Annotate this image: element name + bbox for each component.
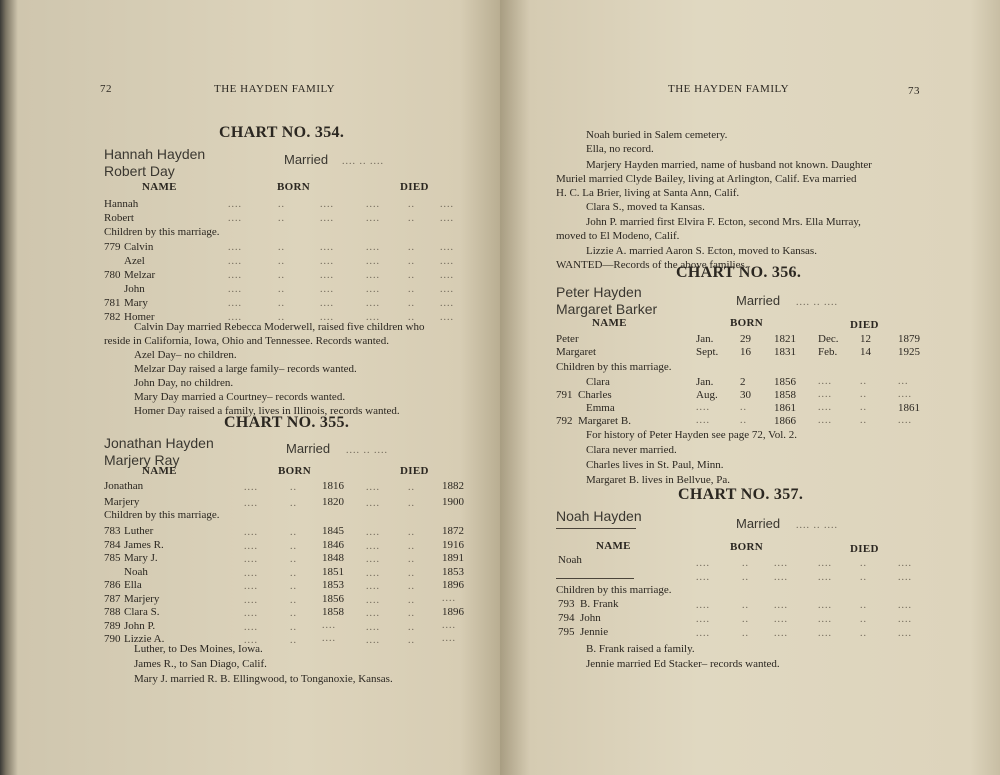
note-line: moved to El Modeno, Calif. <box>556 230 680 242</box>
date-placeholder: .... <box>366 284 380 295</box>
date-placeholder: .... <box>440 270 454 281</box>
date-placeholder: .... <box>244 554 258 565</box>
note-line: Mary J. married R. B. Ellingwood, to Tonganoxie, Kansas. <box>134 673 393 685</box>
married-date: .... .. .... <box>796 297 838 308</box>
note-line: Azel Day– no children. <box>134 349 237 361</box>
born-day: 2 <box>740 376 746 388</box>
date-placeholder: .... <box>228 298 242 309</box>
parent-name: Marjery <box>104 496 140 508</box>
married-label: Married <box>284 152 329 167</box>
date-placeholder: .. <box>408 608 415 619</box>
spouse-husband: Noah Hayden <box>556 508 642 524</box>
died-day: .. <box>860 415 867 426</box>
born-year: 1848 <box>322 552 344 564</box>
date-placeholder: .. <box>278 213 285 224</box>
married-label: Married <box>736 516 781 531</box>
date-placeholder: .... <box>244 482 258 493</box>
child-name: Jennie <box>580 626 609 638</box>
spouse-husband: Hannah Hayden <box>104 146 206 162</box>
parent-name: Peter <box>556 333 579 345</box>
spouse-wife: Robert Day <box>104 163 175 179</box>
died-year: .... <box>898 415 912 426</box>
note-line: For history of Peter Hayden see page 72, Vol. 2. <box>586 429 798 441</box>
note-line: Marjery Hayden married, name of husband not known. Daughter <box>586 159 872 171</box>
date-placeholder: .... <box>244 635 258 646</box>
date-placeholder: .... <box>320 213 334 224</box>
born-month: Jan. <box>696 333 714 345</box>
date-placeholder: .. <box>290 594 297 606</box>
date-placeholder: .. <box>742 628 749 639</box>
born-month: Jan. <box>696 376 714 388</box>
date-placeholder: .... <box>818 600 832 611</box>
date-placeholder: .. <box>408 482 415 493</box>
born-day: .. <box>740 402 747 413</box>
died-year: .... <box>898 389 912 400</box>
died-year: 1861 <box>898 402 920 414</box>
date-placeholder: .. <box>278 312 285 323</box>
died-year: 1896 <box>442 606 464 618</box>
date-placeholder: .. <box>860 558 867 569</box>
date-placeholder: .... <box>320 242 334 253</box>
child-number: 788 <box>104 606 121 618</box>
child-name: Clara <box>586 376 610 388</box>
born-day: 16 <box>740 346 751 358</box>
note-line: Luther, to Des Moines, Iowa. <box>134 643 263 655</box>
born-year: 1845 <box>322 525 344 537</box>
date-placeholder: .. <box>408 635 415 646</box>
date-placeholder: .... <box>440 242 454 253</box>
date-placeholder: .. <box>290 608 297 619</box>
running-head: THE HAYDEN FAMILY <box>668 83 790 95</box>
date-placeholder: .. <box>278 256 285 267</box>
date-placeholder: .. <box>408 581 415 592</box>
date-placeholder: .... <box>228 242 242 253</box>
married-label: Married <box>736 293 781 308</box>
date-placeholder: .... <box>366 635 380 646</box>
note-line: reside in California, Iowa, Ohio and Tennessee. Records wanted. <box>104 335 389 347</box>
child-number: 793 <box>558 598 575 610</box>
child-name: Marjery <box>124 592 160 605</box>
child-name: Clara S. <box>124 606 160 618</box>
date-placeholder: .... <box>366 527 380 538</box>
children-label: Children by this marriage. <box>104 509 220 521</box>
died-day: .. <box>860 402 867 413</box>
page-number: 72 <box>100 83 112 95</box>
child-name: John <box>580 612 601 624</box>
date-placeholder: .. <box>408 284 415 295</box>
spouse-wife: Marjery Ray <box>104 452 180 468</box>
date-placeholder: .... <box>366 270 380 281</box>
child-number: 792 <box>556 415 573 427</box>
born-year: 1816 <box>322 480 344 492</box>
date-placeholder: .... <box>774 558 788 569</box>
born-month: Sept. <box>696 346 719 358</box>
date-placeholder: .... <box>818 628 832 639</box>
child-name: Charles <box>578 389 612 401</box>
date-placeholder: .... <box>244 581 258 592</box>
note-line: Jennie married Ed Stacker– records wanted. <box>586 658 780 670</box>
date-placeholder: .. <box>742 614 749 625</box>
child-name: Mary <box>124 297 148 309</box>
child-name: Melzar <box>124 269 156 281</box>
child-number: 779 <box>104 241 121 253</box>
date-placeholder: .... <box>228 199 242 210</box>
date-placeholder: .. <box>860 614 867 625</box>
date-placeholder: .. <box>408 594 415 606</box>
died-year: .... <box>442 633 456 644</box>
child-name: Ella <box>124 579 142 591</box>
date-placeholder: .. <box>290 581 297 592</box>
born-day: 30 <box>740 389 751 401</box>
spouse-wife: Margaret Barker <box>556 301 658 317</box>
died-day: .. <box>860 376 867 387</box>
date-placeholder: .... <box>818 614 832 625</box>
born-year: .... <box>322 633 336 644</box>
child-number: 784 <box>104 538 121 551</box>
date-placeholder: .... <box>320 270 334 281</box>
child-name: Lizzie A. <box>124 633 165 645</box>
born-year: 1820 <box>322 496 344 508</box>
date-placeholder: .. <box>408 213 415 224</box>
column-header-name: NAME <box>142 181 177 193</box>
chart-title: CHART NO. 357. <box>678 486 804 503</box>
column-header-name: NAME <box>592 317 627 329</box>
born-day: .. <box>740 415 747 426</box>
date-placeholder: .... <box>898 628 912 639</box>
date-placeholder: .... <box>366 567 380 579</box>
date-placeholder: .... <box>440 213 454 224</box>
date-placeholder: .... <box>366 213 380 224</box>
date-placeholder: .... <box>244 498 258 509</box>
died-day: .. <box>860 389 867 400</box>
column-header-name: NAME <box>596 540 631 552</box>
died-day: 12 <box>860 333 871 345</box>
children-label: Children by this marriage. <box>104 226 220 238</box>
date-placeholder: .. <box>742 558 749 569</box>
date-placeholder: .... <box>696 600 710 611</box>
died-month: .... <box>818 376 832 387</box>
column-header-born: BORN <box>277 181 310 193</box>
date-placeholder: .. <box>860 600 867 611</box>
date-placeholder: .. <box>408 242 415 253</box>
note-line: Margaret B. lives in Bellvue, Pa. <box>586 474 730 486</box>
date-placeholder: .... <box>320 312 334 323</box>
column-header-died: DIED <box>850 319 879 331</box>
date-placeholder: .... <box>366 594 380 606</box>
chart-title: CHART NO. 355. <box>224 414 350 431</box>
child-name: Homer <box>124 311 155 323</box>
parent-name: Margaret <box>556 346 597 358</box>
note-line: James R., to San Diago, Calif. <box>134 658 267 670</box>
born-month: .... <box>696 415 710 426</box>
child-number: 783 <box>104 525 121 537</box>
date-placeholder: .... <box>696 572 710 583</box>
date-placeholder: .. <box>278 270 285 281</box>
date-placeholder: .... <box>366 608 380 619</box>
column-header-died: DIED <box>400 465 429 477</box>
died-year: 1916 <box>442 538 464 551</box>
date-placeholder: .. <box>290 540 297 552</box>
died-year: 1872 <box>442 525 464 537</box>
parent-name: Hannah <box>104 198 139 210</box>
died-year: 1879 <box>898 333 920 345</box>
child-number: 789 <box>104 619 121 632</box>
died-month: Dec. <box>818 333 839 345</box>
blank-parent-line <box>556 578 634 579</box>
died-month: .... <box>818 402 832 413</box>
date-placeholder: .. <box>408 270 415 281</box>
born-year: 1858 <box>322 606 344 618</box>
date-placeholder: .... <box>366 482 380 493</box>
page-number: 73 <box>908 85 920 97</box>
date-placeholder: .... <box>228 284 242 295</box>
parent-name: Robert <box>104 212 134 224</box>
date-placeholder: .... <box>440 312 454 323</box>
running-head: THE HAYDEN FAMILY <box>214 83 336 95</box>
married-label: Married <box>286 441 331 456</box>
column-header-name: NAME <box>142 465 177 477</box>
date-placeholder: .. <box>290 554 297 565</box>
date-placeholder: .. <box>408 621 415 633</box>
date-placeholder: .... <box>228 270 242 281</box>
born-day: 29 <box>740 333 751 345</box>
note-line: Clara S., moved ta Kansas. <box>586 201 705 213</box>
born-month: .... <box>696 402 710 413</box>
date-placeholder: .. <box>860 572 867 583</box>
note-line: Ella, no record. <box>586 143 654 155</box>
date-placeholder: .... <box>366 312 380 323</box>
date-placeholder: .... <box>366 256 380 267</box>
date-placeholder: .. <box>408 567 415 579</box>
date-placeholder: .... <box>366 621 380 633</box>
date-placeholder: .. <box>860 628 867 639</box>
column-header-born: BORN <box>730 317 763 329</box>
spouse-husband: Peter Hayden <box>556 284 642 300</box>
column-header-died: DIED <box>850 543 879 555</box>
born-year: 1856 <box>774 376 796 388</box>
child-name: James R. <box>124 538 164 551</box>
died-year: .... <box>442 619 456 631</box>
born-year: 1858 <box>774 389 796 401</box>
child-number: 791 <box>556 389 573 401</box>
born-year: 1861 <box>774 402 796 414</box>
date-placeholder: .... <box>320 199 334 210</box>
date-placeholder: .. <box>290 567 297 579</box>
date-placeholder: .... <box>774 572 788 583</box>
born-year: 1853 <box>322 579 344 591</box>
died-year: 1853 <box>442 565 464 578</box>
date-placeholder: .... <box>440 284 454 295</box>
died-year: 1896 <box>442 579 464 591</box>
column-header-died: DIED <box>400 181 429 193</box>
date-placeholder: .. <box>408 256 415 267</box>
spouse-husband: Jonathan Hayden <box>104 435 214 451</box>
child-number: 794 <box>558 612 575 624</box>
date-placeholder: .... <box>228 213 242 224</box>
date-placeholder: .... <box>696 558 710 569</box>
date-placeholder: .... <box>898 558 912 569</box>
date-placeholder: .. <box>290 527 297 538</box>
date-placeholder: .... <box>898 614 912 625</box>
date-placeholder: .... <box>774 628 788 639</box>
child-number: 781 <box>104 297 121 309</box>
note-line: John P. married first Elvira F. Ecton, second Mrs. Ella Murray, <box>586 216 861 228</box>
right-page <box>500 0 1000 775</box>
child-number: 785 <box>104 552 121 564</box>
note-line: H. C. La Brier, living at Santa Ann, Calif. <box>556 187 740 199</box>
note-line: Mary Day married a Courtney– records wanted. <box>134 391 346 403</box>
date-placeholder: .... <box>366 498 380 509</box>
child-number: 795 <box>558 626 575 638</box>
died-year: 1882 <box>442 480 464 492</box>
note-line: Clara never married. <box>586 444 677 456</box>
born-year: 1821 <box>774 333 796 345</box>
born-year: 1846 <box>322 538 344 551</box>
died-year: 1891 <box>442 552 464 564</box>
note-line: Calvin Day married Rebecca Moderwell, raised five children who <box>134 321 425 333</box>
born-month: Aug. <box>696 389 718 401</box>
date-placeholder: .... <box>440 256 454 267</box>
date-placeholder: .... <box>320 284 334 295</box>
date-placeholder: .. <box>290 498 297 509</box>
child-name: Emma <box>586 402 615 414</box>
born-year: 1831 <box>774 346 796 358</box>
date-placeholder: .... <box>440 199 454 210</box>
date-placeholder: .. <box>278 298 285 309</box>
date-placeholder: .. <box>408 312 415 323</box>
child-name: Calvin <box>124 241 154 253</box>
child-name: Luther <box>124 525 154 537</box>
born-year: .... <box>322 619 336 631</box>
parent-name: Noah <box>558 554 582 566</box>
died-month: .... <box>818 415 832 426</box>
date-placeholder: .... <box>366 554 380 565</box>
born-year: 1866 <box>774 415 796 427</box>
child-number: 787 <box>104 592 121 605</box>
date-placeholder: .... <box>696 614 710 625</box>
date-placeholder: .... <box>244 594 258 606</box>
child-name: John P. <box>124 619 156 632</box>
date-placeholder: .. <box>408 498 415 509</box>
parent-name: Jonathan <box>104 480 144 492</box>
date-placeholder: .... <box>244 527 258 538</box>
date-placeholder: .... <box>818 558 832 569</box>
note-line: Muriel married Clyde Bailey, living at Arlington, Calif. Eva married <box>556 173 857 185</box>
born-year: 1856 <box>322 592 344 605</box>
date-placeholder: .... <box>774 614 788 625</box>
date-placeholder: .... <box>366 298 380 309</box>
married-date: .... .. .... <box>342 156 384 167</box>
date-placeholder: .... <box>818 572 832 583</box>
died-month: .... <box>818 389 832 400</box>
child-number: 786 <box>104 579 121 591</box>
child-name: B. Frank <box>580 598 619 610</box>
date-placeholder: .... <box>244 567 258 579</box>
date-placeholder: .... <box>366 242 380 253</box>
died-year: .... <box>442 592 456 604</box>
date-placeholder: .. <box>408 554 415 565</box>
date-placeholder: .... <box>320 256 334 267</box>
date-placeholder: .... <box>696 628 710 639</box>
date-placeholder: .. <box>408 199 415 210</box>
child-name: Mary J. <box>124 552 158 564</box>
children-label: Children by this marriage. <box>556 361 672 373</box>
children-label: Children by this marriage. <box>556 584 672 596</box>
column-header-born: BORN <box>730 541 763 553</box>
chart-title: CHART NO. 354. <box>219 124 345 141</box>
died-year: ... <box>898 376 909 387</box>
date-placeholder: .... <box>898 572 912 583</box>
note-line: Charles lives in St. Paul, Minn. <box>586 459 724 471</box>
note-line: Homer Day raised a family, lives in Illinois, records wanted. <box>134 405 400 417</box>
date-placeholder: .... <box>366 540 380 552</box>
died-month: Feb. <box>818 346 838 358</box>
date-placeholder: .. <box>408 540 415 552</box>
date-placeholder: .... <box>898 600 912 611</box>
date-placeholder: .. <box>408 527 415 538</box>
date-placeholder: .... <box>774 600 788 611</box>
date-placeholder: .. <box>290 635 297 646</box>
date-placeholder: .... <box>244 621 258 633</box>
child-number: 780 <box>104 269 121 281</box>
child-name: John <box>124 283 145 295</box>
note-line: WANTED—Records of the above families. <box>556 259 748 271</box>
date-placeholder: .... <box>366 199 380 210</box>
child-number: 782 <box>104 311 121 323</box>
date-placeholder: .... <box>244 608 258 619</box>
child-name: Azel <box>124 255 145 267</box>
died-year: 1925 <box>898 346 920 358</box>
date-placeholder: .... <box>228 312 242 323</box>
date-placeholder: .. <box>278 199 285 210</box>
date-placeholder: .... <box>320 298 334 309</box>
child-name: Margaret B. <box>578 415 631 427</box>
date-placeholder: .. <box>742 600 749 611</box>
child-name: Noah <box>124 565 148 578</box>
date-placeholder: .. <box>290 621 297 633</box>
column-header-born: BORN <box>278 465 311 477</box>
date-placeholder: .... <box>366 581 380 592</box>
note-line: John Day, no children. <box>134 377 234 389</box>
date-placeholder: .... <box>228 256 242 267</box>
blank-spouse-line <box>556 528 636 529</box>
child-number: 790 <box>104 633 121 645</box>
note-line: Melzar Day raised a large family– records wanted. <box>134 363 357 375</box>
date-placeholder: .. <box>290 482 297 493</box>
note-line: B. Frank raised a family. <box>586 643 695 655</box>
note-line: Lizzie A. married Aaron S. Ecton, moved to Kansas. <box>586 245 817 257</box>
date-placeholder: .. <box>742 572 749 583</box>
date-placeholder: .... <box>244 540 258 552</box>
chart-title: CHART NO. 356. <box>676 264 802 281</box>
date-placeholder: .... <box>440 298 454 309</box>
note-line: Noah buried in Salem cemetery. <box>586 129 728 141</box>
born-year: 1851 <box>322 565 344 578</box>
date-placeholder: .. <box>278 242 285 253</box>
died-day: 14 <box>860 346 871 358</box>
married-date: .... .. .... <box>796 520 838 531</box>
married-date: .... .. .... <box>346 445 388 456</box>
died-year: 1900 <box>442 496 464 508</box>
date-placeholder: .. <box>278 284 285 295</box>
date-placeholder: .. <box>408 298 415 309</box>
